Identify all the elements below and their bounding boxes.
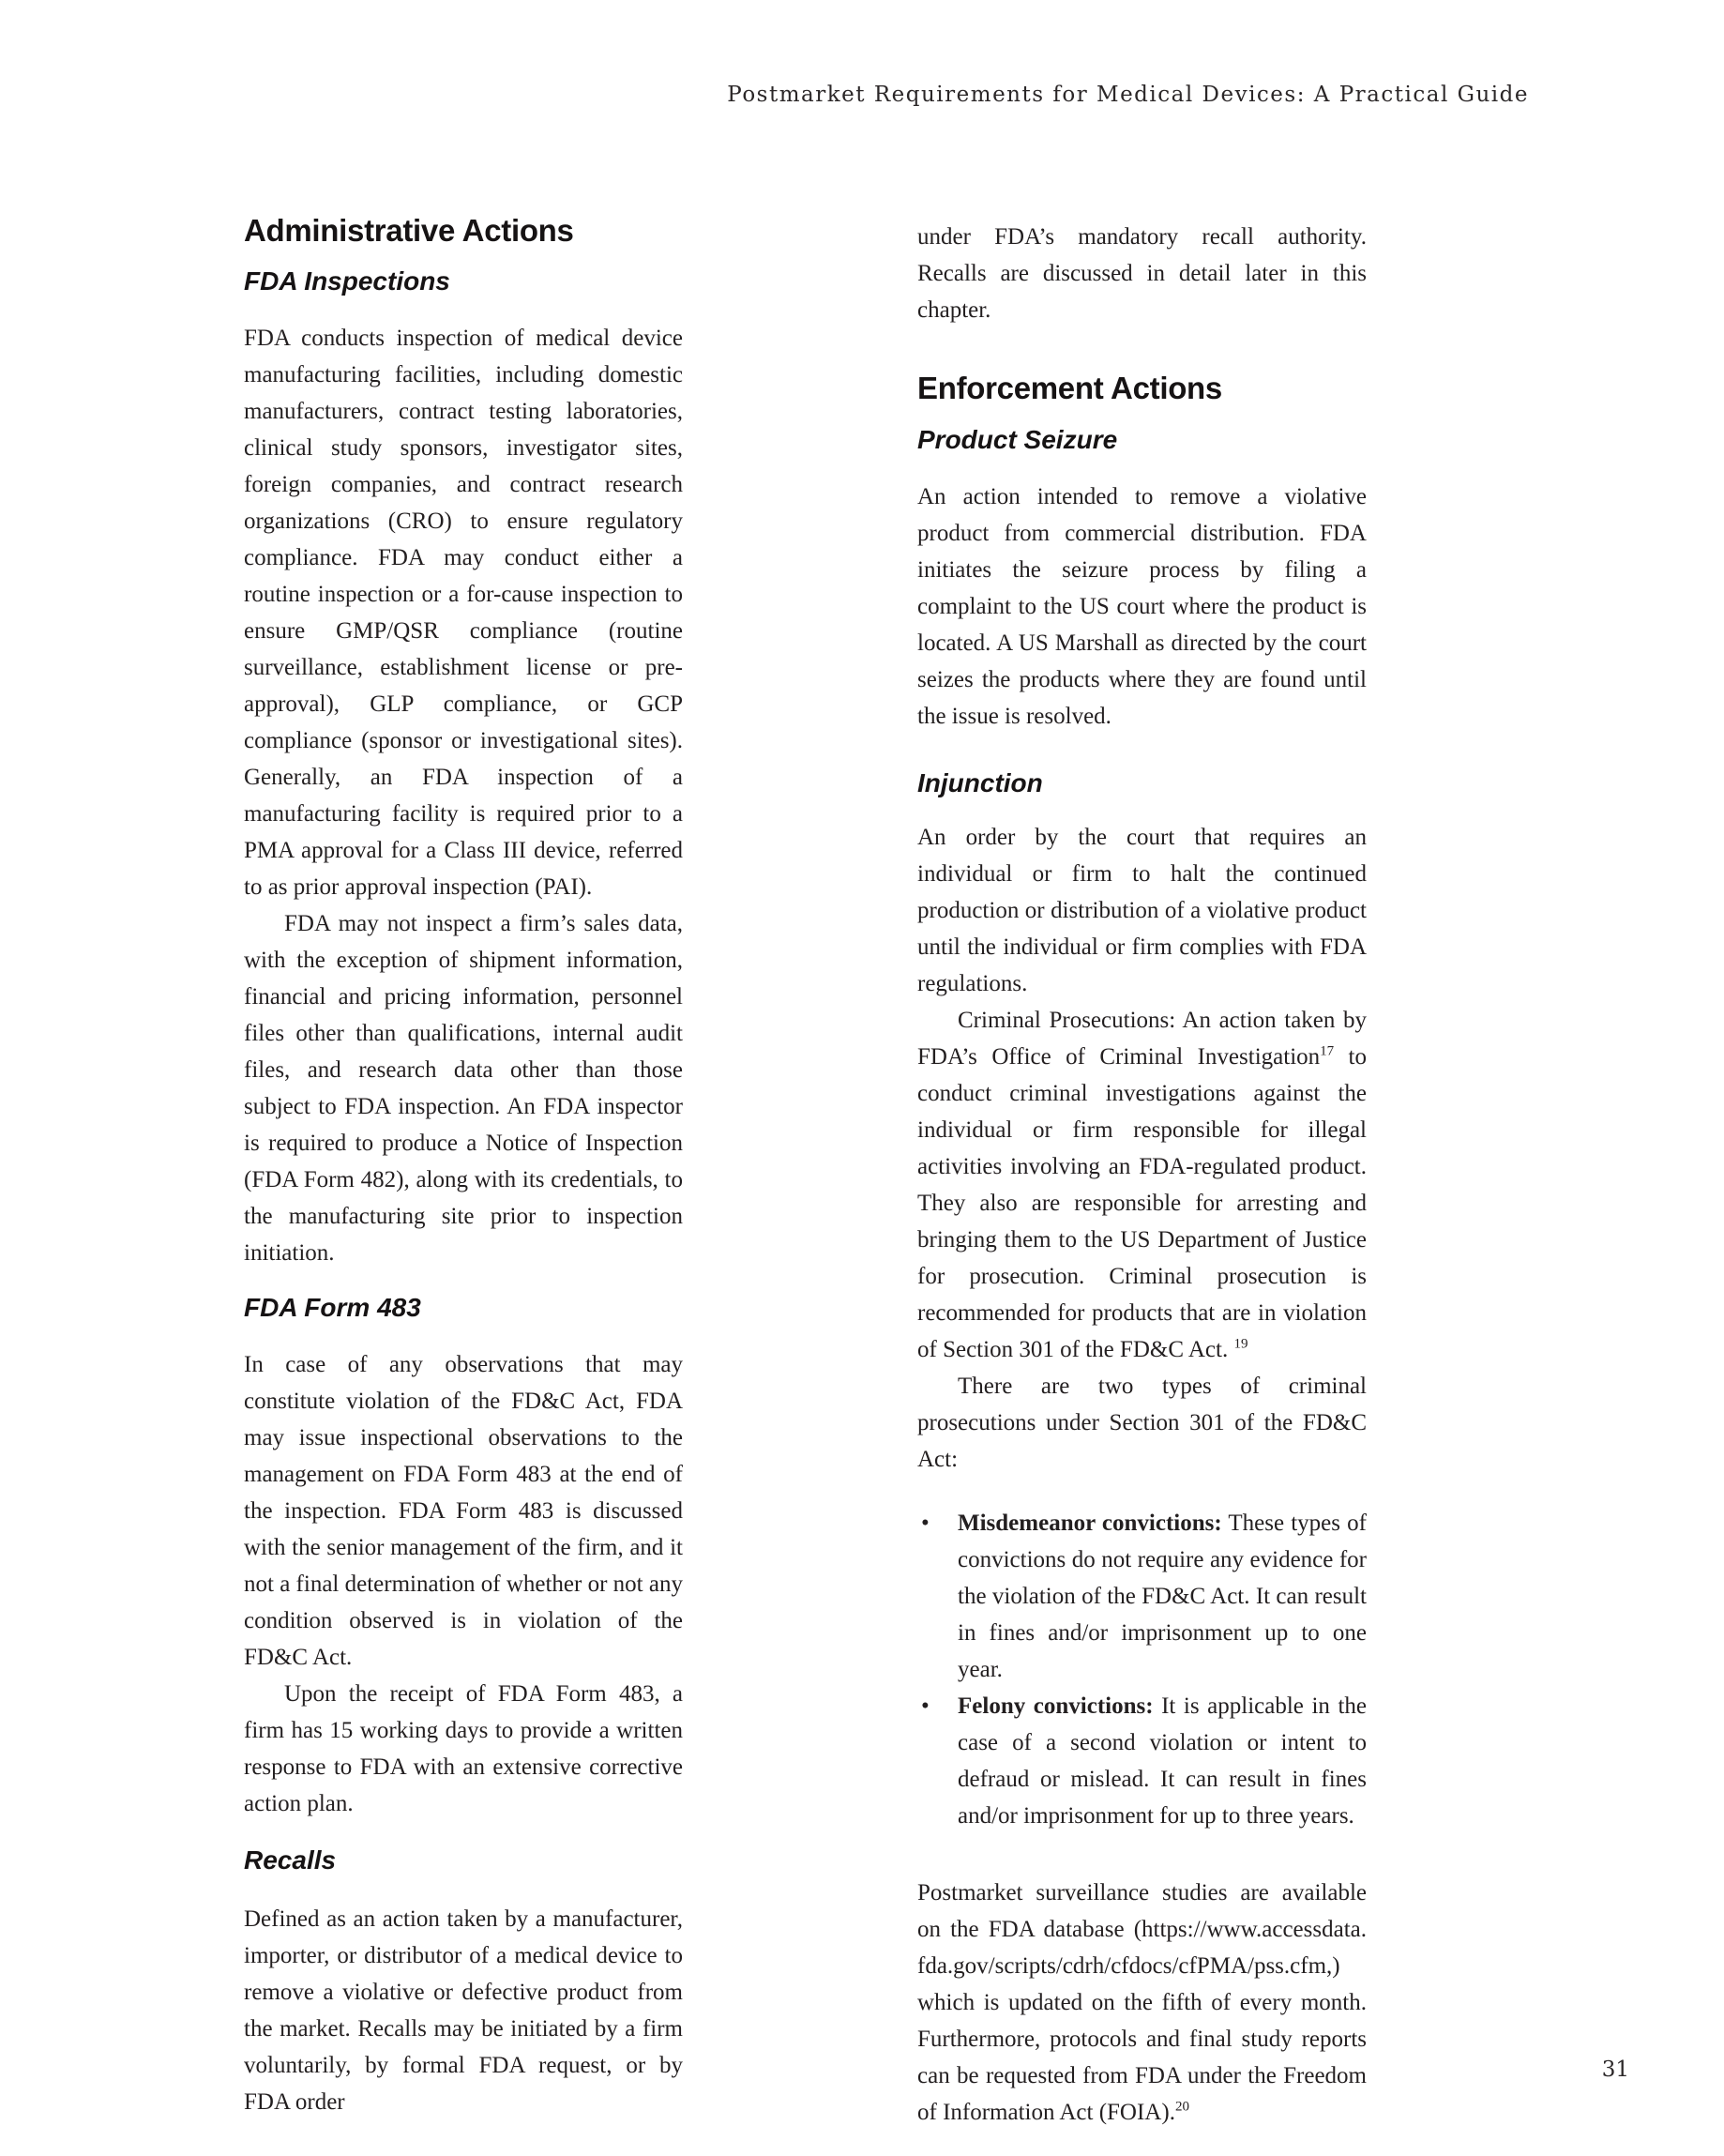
paragraph-recalls-1: Defined as an action taken by a manufacturer, importer, or distributor of a medical device to remove a violative or defective product from the market. Recalls may be initiated by a firm voluntarily, by formal FDA request, or by FDA order — [244, 1906, 683, 2115]
subheading-fda-inspections: FDA Inspections — [244, 266, 450, 296]
paragraph-postmarket-surveillance — [917, 1875, 1367, 2131]
paragraph-fda-inspections-2: FDA may not inspect a firm’s sales data, with the exception of shipment information, financial and pricing information, personnel files other than qualifications, internal audit files, and research data other than those subject to FDA inspection. An FDA inspector is required to produce a Notice of Inspection (FDA Form 482), along with its credentials, to the manufacturing site prior to inspection initiation. — [244, 911, 683, 1266]
list-item-felony — [917, 1688, 1367, 1834]
right-column — [917, 219, 1367, 2131]
subheading-injunction: Injunction — [917, 768, 1043, 797]
page-number: 31 — [1601, 2057, 1629, 2082]
paragraph-criminal-prosecutions — [917, 1002, 1367, 1368]
criminal-prosecutions-text-2: to conduct criminal investigations against the individual or firm responsible for illegal activities involving an FDA-regulated product. They also are responsible for arresting and bringing them to the US Department of Justice for prosecution. Criminal prosecution is recommended for products that are in violation of Section 301 of the FD&C Act. — [917, 1044, 1368, 1362]
paragraph-fda-form-483-2: Upon the receipt of FDA Form 483, a firm has 15 working days to provide a written response to FDA with an extensive corrective action plan. — [244, 1681, 683, 1816]
running-header: Postmarket Requirements for Medical Devices: A Practical Guide — [727, 83, 1529, 107]
list-item-misdemeanor — [917, 1505, 1367, 1688]
paragraph-fda-inspections-1: FDA conducts inspection of medical device manufacturing facilities, including domestic manufacturers, contract testing laboratories, clinical study sponsors, investigator sites, foreign companies, and contract research organizations (CRO) to ensure regulatory compliance. FDA may conduct either a routine inspection or a for-cause inspection to ensure GMP/QSR compliance (routine surveillance, establishment license or pre-approval), GLP compliance, or GCP compliance (sponsor or investigational sites). Generally, an FDA inspection of a manufacturing facility is required prior to a PMA approval for a Class III device, referred to as prior approval inspection (PAI). — [244, 326, 683, 900]
section-heading-administrative-actions: Administrative Actions — [244, 213, 574, 248]
misdemeanor-lead: Misdemeanor convictions: — [958, 1511, 1222, 1536]
paragraph-fda-form-483-1: In case of any observations that may constitute violation of the FD&C Act, FDA may issue inspectional observations to the management on FDA Form 483 at the end of the inspection. FDA Form 483 is discussed with the senior management of the firm, and it not a final determination of whether or not any condition observed is in violation of the FD&C Act. — [244, 1352, 683, 1670]
footnote-ref-17: 17 — [1320, 1043, 1335, 1059]
convictions-list — [917, 1505, 1367, 1834]
section-heading-enforcement-actions: Enforcement Actions — [917, 371, 1222, 405]
criminal-prosecutions-text-1: Criminal Prosecutions: An action taken by FDA’s Office of Criminal Investigation — [917, 1008, 1367, 1070]
subheading-product-seizure: Product Seizure — [917, 425, 1118, 454]
footnote-ref-20: 20 — [1174, 2099, 1189, 2115]
postmarket-surveillance-text: Postmarket surveillance studies are available on the FDA database (https://www.accessdata. fda.gov/scripts/cdrh/cfdocs/cfPMA/pss.cfm,) which is updated on the fifth of every month. Furthermore, protocols and final study reports can be requested from FDA under the Freedom of Information Act (FOIA). — [917, 1880, 1367, 2125]
paragraph-two-types: There are two types of criminal prosecutions under Section 301 of the FD&C Act: — [917, 1374, 1367, 1472]
paragraph-injunction: An order by the court that requires an individual or firm to halt the continued production or distribution of a violative product until the individual or firm complies with FDA regulations. — [917, 825, 1367, 996]
subheading-recalls: Recalls — [244, 1845, 337, 1875]
subheading-fda-form-483: FDA Form 483 — [244, 1293, 421, 1322]
felony-text: It is applicable in the case of a second violation or intent to defraud or mislead. It can result in fines and/or imprisonment for up to three years. — [958, 1693, 1367, 1829]
footnote-ref-19: 19 — [1233, 1336, 1248, 1352]
paragraph-product-seizure: An action intended to remove a violative product from commercial distribution. FDA initiates the seizure process by filing a complaint to the US court where the product is located. A US Marshall as directed by the court seizes the products where they are found until the issue is resolved. — [917, 484, 1367, 729]
left-column — [244, 214, 683, 2120]
misdemeanor-text: These types of convictions do not require any evidence for the violation of the FD&C Act. It can result in fines and/or imprisonment up to one year. — [958, 1511, 1367, 1682]
paragraph-recalls-continuation: under FDA’s mandatory recall authority. Recalls are discussed in detail later in this chapter. — [917, 224, 1367, 323]
felony-lead: Felony convictions: — [958, 1693, 1154, 1719]
